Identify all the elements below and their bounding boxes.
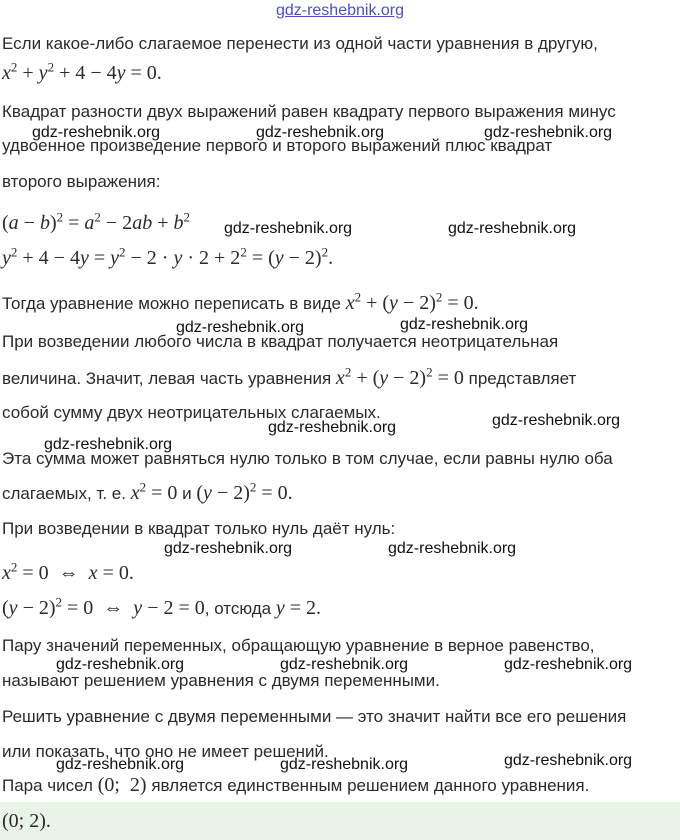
watermark: gdz-reshebnik.org <box>56 756 185 773</box>
text-line: Квадрат разности двух выражений равен квадрату первого выражения минус <box>2 102 616 121</box>
watermark: gdz-reshebnik.org <box>44 436 173 453</box>
formula-equation: $x^2 + y^2 + 4 - 4y = 0$. <box>2 59 162 84</box>
text-line: Тогда уравнение можно переписать в виде $x^2 + (y - 2)^2 = 0$. <box>2 289 479 314</box>
text-line: При возведении любого числа в квадрат получается неотрицательная <box>2 332 559 351</box>
watermark: gdz-reshebnik.org <box>504 656 633 673</box>
text-line: второго выражения: <box>2 172 161 191</box>
text-line: слагаемых, т. е. $x^2 = 0$ и $(y - 2)^2 = 0$. <box>2 479 293 504</box>
watermark: gdz-reshebnik.org <box>448 220 577 237</box>
text-line: или показать, что оно не имеет решений. <box>2 742 329 761</box>
watermark: gdz-reshebnik.org <box>224 220 353 237</box>
formula-x: $x^2 = 0$ ⇔ x = 0. <box>2 559 134 584</box>
text-line: Пара чисел (0; 2) является единственным решением данного уравнения. <box>2 774 590 796</box>
watermark: gdz-reshebnik.org <box>280 656 409 673</box>
answer-text: (0; 2). <box>2 810 51 832</box>
watermark: gdz-reshebnik.org <box>492 412 621 429</box>
watermark: gdz-reshebnik.org <box>256 124 385 141</box>
watermark: gdz-reshebnik.org <box>484 124 613 141</box>
text-line: величина. Значит, левая часть уравнения $x^2 + (y - 2)^2 = 0$ представляет <box>2 364 577 389</box>
text-line: Решить уравнение с двумя переменными — это значит найти все его решения <box>2 707 627 726</box>
answer-box <box>0 802 680 840</box>
watermark: gdz-reshebnik.org <box>176 319 305 336</box>
text-line: Эта сумма может равняться нулю только в том случае, если равны нулю оба <box>2 449 613 468</box>
watermark: gdz-reshebnik.org <box>280 756 409 773</box>
watermark: gdz-reshebnik.org <box>504 752 633 769</box>
text-line: $(y - 2)^2 = 0$ ⇔ y − 2 = 0, отсюда y = 2. <box>2 594 322 619</box>
text-line: называют решением уравнения с двумя переменными. <box>2 671 440 690</box>
watermark: gdz-reshebnik.org <box>400 316 529 333</box>
watermark: gdz-reshebnik.org <box>268 419 397 436</box>
text-line: удвоенное произведение первого и второго выражений плюс квадрат <box>2 136 553 155</box>
text-line: Если какое-либо слагаемое перенести из одной части уравнения в другую, <box>2 34 598 53</box>
text-line: При возведении в квадрат только нуль даёт нуль: <box>2 519 396 538</box>
watermark: gdz-reshebnik.org <box>164 540 293 557</box>
formula-expansion: $y^2 + 4 - 4y = y^2 - 2 \cdot y \cdot 2 + 2^2 = (y - 2)^2$. <box>2 244 334 269</box>
site-link[interactable]: gdz-reshebnik.org <box>275 2 405 19</box>
formula-square-difference: $(a - b)^2 = a^2 - 2ab + b^2$ <box>2 209 190 234</box>
watermark: gdz-reshebnik.org <box>56 656 185 673</box>
watermark: gdz-reshebnik.org <box>388 540 517 557</box>
watermark: gdz-reshebnik.org <box>32 124 161 141</box>
text-line: собой сумму двух неотрицательных слагаемых. <box>2 403 381 422</box>
text-line: Пару значений переменных, обращающую уравнение в верное равенство, <box>2 636 595 655</box>
